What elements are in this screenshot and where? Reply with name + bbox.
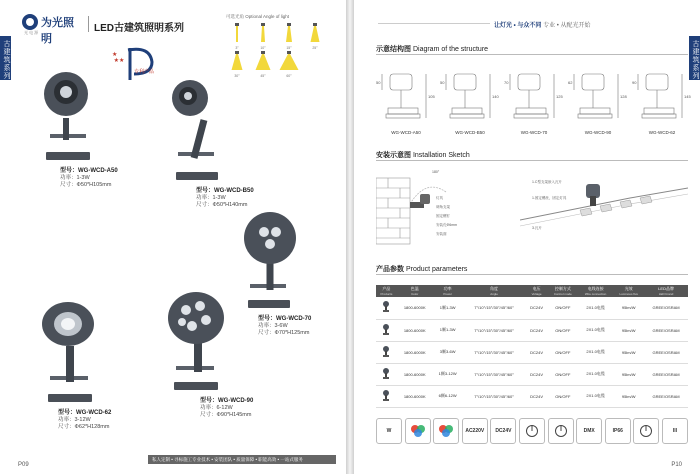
table-cell: DC24V (525, 319, 547, 341)
dimmer-icon (554, 424, 568, 438)
install-rule (376, 160, 688, 161)
side-tab-left: 古建筑系列 (0, 36, 11, 80)
cert-badge (576, 418, 602, 444)
table-cell: DC24V (525, 385, 547, 407)
diagram-title: 示意结构图 Diagram of the structure (376, 46, 489, 53)
optional-angles (226, 14, 336, 84)
header-en: Control mode (553, 292, 572, 296)
patent-logo-icon (112, 44, 164, 84)
table-cell: 1800-6000K (397, 363, 433, 385)
table-row (376, 319, 688, 341)
table-cell: 95lm/W (613, 297, 644, 319)
diagram-drawing (440, 68, 500, 128)
table-cell: GREE/OSRAM (644, 385, 688, 407)
cert-badge (633, 418, 659, 444)
diagram-dim-width: 50 (376, 80, 381, 85)
cert-badge (662, 418, 688, 444)
cert-badge (376, 418, 402, 444)
star-icons: ★ ★★ (112, 52, 125, 64)
table-row (376, 341, 688, 363)
header-en: Wire connection (584, 292, 607, 296)
beam-angle-label: 45° (260, 74, 266, 78)
beam-angle-item (252, 23, 274, 49)
table-cell: ON/OFF (548, 319, 578, 341)
beam-icon (226, 51, 248, 71)
install-sketch-left (376, 168, 486, 248)
table-cell: 2X1.0电缆 (578, 297, 613, 319)
beam-angle-item (252, 51, 274, 77)
table-cell: DC24V (525, 341, 547, 363)
header-cn: 功率 (443, 286, 452, 291)
header-cn: 电线连接 (587, 286, 604, 291)
header-en: Luminous flux (619, 292, 638, 296)
table-cell: 95lm/W (613, 341, 644, 363)
beam-angle-item (226, 51, 248, 77)
table-cell: GREE/OSRAM (644, 319, 688, 341)
install-note-left: 安装面 (436, 232, 447, 236)
install-note-left: 调角支架 (436, 205, 450, 209)
product-thumb-cell (376, 297, 397, 319)
beam-angle-item (278, 23, 300, 49)
params-header-cell (578, 285, 613, 297)
diagram-dim-height: 140 (492, 94, 499, 99)
table-cell: 2X1.0电缆 (578, 363, 613, 385)
slogan-rule (378, 23, 490, 24)
cert-text: DMX (583, 428, 595, 434)
table-cell: ON/OFF (548, 297, 578, 319)
table-cell: 7°/10°/15°/30°/45°/60° (463, 341, 526, 363)
table-cell: 1800-6000K (397, 341, 433, 363)
diagram-label: WG-WCD-90 (584, 130, 612, 135)
params-title: 产品参数 Product parameters (376, 266, 468, 273)
table-cell: ON/OFF (548, 341, 578, 363)
diagram-item (504, 68, 564, 136)
install-note-right: 1.C型支架嵌入瓦片 (532, 180, 562, 184)
diagram-item (568, 68, 628, 136)
product-thumb-cell (376, 363, 397, 385)
diagram-rule (376, 54, 688, 55)
diagram-dim-height: 128 (620, 94, 627, 99)
install-angle: 180° (432, 170, 440, 174)
params-header-cell (433, 285, 463, 297)
diagram-dim-height: 125 (556, 94, 563, 99)
diagram-drawing (376, 68, 436, 128)
diagram-item (632, 68, 692, 136)
table-row (376, 385, 688, 407)
diagram-label: WG-WCD-70 (520, 130, 548, 135)
install-note-left: 安装孔Φ6mm (436, 223, 458, 227)
page-number-right: P10 (671, 462, 682, 468)
params-body (376, 297, 688, 407)
feature-bar: 私人定制 • 寻标施工专业技术 • 安装团队 • 质量保障 • 职能高效 • 一站式服务 (148, 455, 336, 464)
beam-angle-item (278, 51, 300, 77)
cert-text: IP66 (612, 428, 623, 434)
cert-badge (490, 418, 516, 444)
table-cell: GREE/OSRAM (644, 363, 688, 385)
header-en: Color (411, 292, 419, 296)
diagram-dim-width: 62 (568, 80, 573, 85)
dimmer-icon (639, 424, 653, 438)
table-cell: 3颗3-6W (433, 341, 463, 363)
fixture-90-image (160, 290, 232, 398)
table-cell: 1颗1-3W (433, 319, 463, 341)
beam-icon (252, 51, 274, 71)
params-header-cell (613, 285, 644, 297)
diagram-drawing (632, 68, 692, 128)
table-cell: DC24V (525, 297, 547, 319)
table-cell: 2X1.0电缆 (578, 341, 613, 363)
table-cell: 7°/10°/15°/30°/45°/60° (463, 297, 526, 319)
beam-angle-label: 30° (234, 74, 240, 78)
diagram-dim-width: 70 (504, 80, 509, 85)
product-thumb-icon (382, 324, 390, 336)
slogan-rest: 专业 • 从配光开始 (543, 23, 591, 29)
table-cell: 6颗6-12W (433, 385, 463, 407)
rgb-icon (410, 424, 426, 438)
diagram-drawing (568, 68, 628, 128)
cert-badge (462, 418, 488, 444)
fixture-62-image (36, 298, 106, 410)
logo-name: 为光照明 (41, 17, 74, 45)
table-cell: 7°/10°/15°/30°/45°/60° (463, 319, 526, 341)
beam-angle-label: 10° (260, 46, 266, 50)
beam-icon (226, 23, 248, 43)
patent-label: 专利产品 (134, 69, 155, 75)
right-page (354, 0, 700, 474)
product-thumb-icon (382, 390, 390, 402)
page-number-left: P09 (18, 462, 29, 468)
spec-b50: 型号：WG-WCD-B50 功率：1-3W 尺寸：Φ50*H140mm (196, 188, 254, 208)
table-cell: DC24V (525, 363, 547, 385)
params-header-cell (548, 285, 578, 297)
slogan-bold: 让灯光 • 与众不同 (494, 23, 542, 29)
cert-badge (433, 418, 459, 444)
product-thumb-icon (382, 301, 390, 313)
table-cell: GREE/OSRAM (644, 341, 688, 363)
table-cell: 2X1.0电缆 (578, 319, 613, 341)
beam-angle-label: 3° (235, 46, 239, 50)
beam-angle-item (226, 23, 248, 49)
diagram-dim-height: 105 (428, 94, 435, 99)
brand-logo (22, 14, 84, 45)
header-divider (88, 16, 89, 32)
slogan (494, 20, 591, 29)
product-thumb-icon (382, 368, 390, 380)
product-thumb-cell (376, 385, 397, 407)
install-note-right: 3.瓦片 (532, 226, 542, 230)
table-cell: GREE/OSRAM (644, 297, 688, 319)
table-cell: ON/OFF (548, 385, 578, 407)
beam-angle-label: 25° (312, 46, 318, 50)
params-header-cell (376, 285, 397, 297)
header-cn: 控制方式 (554, 286, 571, 291)
dimmer-icon (525, 424, 539, 438)
cert-badge (519, 418, 545, 444)
install-note-left: 灯具 (436, 196, 443, 200)
header-en: Voltage (531, 292, 542, 296)
beam-angle-label: 60° (286, 74, 292, 78)
fixture-b50-image (168, 78, 228, 188)
table-row (376, 363, 688, 385)
header-cn: 产品 (382, 286, 391, 291)
header-cn: 电压 (532, 286, 541, 291)
diagram-dim-height: 145 (684, 94, 691, 99)
params-header-cell (525, 285, 547, 297)
spec-a50: 型号：WG-WCD-A50 功率：1-3W 尺寸：Φ50*H105mm (60, 168, 118, 188)
install-note-left: 固定螺钉 (436, 214, 450, 218)
header-cn: 光效 (624, 286, 633, 291)
cert-text: DC24V (495, 428, 512, 434)
angles-grid (226, 23, 336, 77)
params-header-cell (463, 285, 526, 297)
install-title: 安装示意图 Installation Sketch (376, 152, 470, 159)
cert-badge (548, 418, 574, 444)
diagram-drawing (504, 68, 564, 128)
params-table (376, 285, 688, 408)
table-cell: 95lm/W (613, 363, 644, 385)
header-en: Angle (490, 292, 498, 296)
params-header-row (376, 285, 688, 297)
header-en: LED brand (658, 292, 674, 296)
cert-text: W (386, 428, 392, 434)
beam-angle-label: 15° (286, 46, 292, 50)
fixture-a50-image (36, 70, 106, 170)
cert-badge (605, 418, 631, 444)
table-cell: 2X1.0电缆 (578, 385, 613, 407)
product-thumb-icon (382, 346, 390, 358)
install-note-right: 1.固定螺丝，固定灯具 (532, 196, 567, 200)
spec-70: 型号：WG-WCD-70 功率：3-6W 尺寸：Φ70*H125mm (258, 316, 312, 336)
spec-62: 型号：WG-WCD-62 功率：3-12W 尺寸：Φ62*H128mm (58, 410, 112, 430)
product-thumb-cell (376, 319, 397, 341)
logo-icon (22, 14, 38, 30)
table-cell: 95lm/W (613, 319, 644, 341)
patent-badge (112, 44, 164, 84)
table-cell: 95lm/W (613, 385, 644, 407)
product-thumb-cell (376, 341, 397, 363)
logo-subtext: 光 电 源 (24, 30, 39, 35)
table-cell: ON/OFF (548, 363, 578, 385)
table-cell: 7°/10°/15°/30°/45°/60° (463, 385, 526, 407)
diagram-dim-width: 50 (440, 80, 445, 85)
beam-icon (252, 23, 274, 43)
table-cell: 1800-6000K (397, 297, 433, 319)
header-cn: 色温 (410, 286, 419, 291)
beam-icon (278, 51, 300, 71)
cert-badge (405, 418, 431, 444)
table-cell: 7°/10°/15°/30°/45°/60° (463, 363, 526, 385)
beam-angle-item (304, 23, 326, 49)
certification-row (376, 418, 688, 448)
beam-icon (278, 23, 300, 43)
rgb-icon (438, 424, 454, 438)
left-page (0, 0, 346, 474)
cert-text: AC220V (465, 428, 485, 434)
header-en: Power (443, 292, 452, 296)
side-tab-right: 古建筑系列 (689, 36, 700, 80)
table-cell: 1颗1-3W (433, 297, 463, 319)
page-gutter (346, 0, 354, 474)
table-cell: 1800-6000K (397, 319, 433, 341)
diagram-label: WG-WCD-B50 (455, 130, 485, 135)
header-cn: LED品牌 (658, 286, 674, 291)
params-header-cell (397, 285, 433, 297)
spec-90: 型号：WG-WCD-90 功率：6-12W 尺寸：Φ90*H145mm (200, 398, 254, 418)
params-rule (376, 274, 688, 275)
table-row (376, 297, 688, 319)
header-cn: 角度 (490, 286, 499, 291)
diagram-label: WG-WCD-A50 (391, 130, 421, 135)
params-header-cell (644, 285, 688, 297)
diagram-dim-width: 90 (632, 80, 637, 85)
diagram-item (440, 68, 500, 136)
table-cell: 1颗3-12W (433, 363, 463, 385)
series-title: LED古建筑照明系列 (94, 23, 184, 34)
diagram-label: WG-WCD-62 (648, 130, 676, 135)
fixture-70-image (234, 212, 304, 316)
beam-icon (304, 23, 326, 43)
header-en: Products (380, 292, 393, 296)
angles-title: 可选光角 Optional Angle of light (226, 14, 290, 19)
cert-text: III (672, 428, 678, 434)
table-cell: 1800-6000K (397, 385, 433, 407)
diagram-item (376, 68, 436, 136)
